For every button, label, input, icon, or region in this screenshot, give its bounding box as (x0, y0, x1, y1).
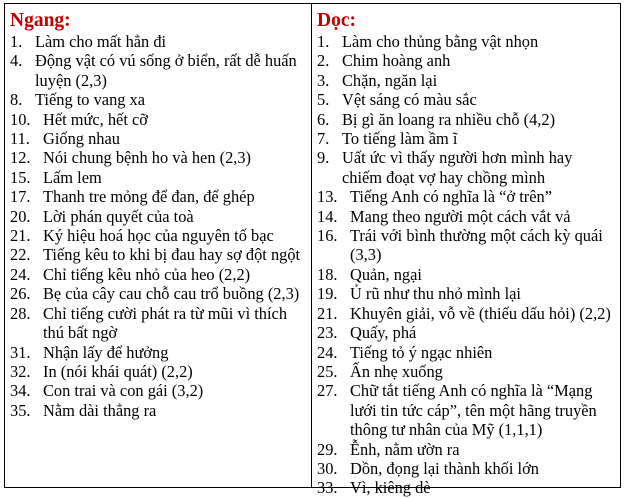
clue-number: 1. (10, 32, 23, 51)
down-clue (317, 284, 614, 303)
clue-text: To tiếng làm ầm ĩ (342, 129, 458, 149)
clue-number: 10. (10, 109, 31, 129)
clue-text: Tiếng Anh có nghĩa là “ở trên” (350, 187, 552, 207)
clue-number: 20. (10, 206, 31, 226)
clue-number: 15. (10, 167, 31, 187)
clue-number: 34. (10, 381, 31, 401)
across-clue (10, 401, 305, 420)
clue-number: 4. (10, 51, 23, 71)
clue-number: 14. (317, 206, 338, 226)
across-heading: Ngang: (10, 10, 71, 31)
clue-text: Vệt sáng có màu sắc (342, 90, 477, 110)
clue-text: In (nói khái quát) (2,2) (43, 361, 193, 381)
down-clue-list (317, 32, 614, 498)
clue-text: Chỉ tiếng cười phát ra từ mũi vì thích thú bất ngờ (43, 303, 288, 343)
clue-text: Lấm lem (43, 167, 102, 187)
down-clue (317, 226, 614, 265)
clue-number: 2. (317, 51, 330, 71)
across-clue (10, 168, 305, 187)
clue-number: 3. (317, 70, 330, 90)
across-clue-list (10, 32, 305, 420)
down-clue (317, 459, 614, 478)
across-clue (10, 148, 305, 167)
clue-text: Trái với bình thường một cách kỳ quái (3,3) (350, 226, 603, 265)
across-column (5, 4, 312, 487)
down-clue (317, 129, 614, 148)
down-clue (317, 265, 614, 284)
clue-text: Quấy, phá (350, 323, 417, 343)
clue-number: 5. (317, 90, 330, 110)
clue-text: Thanh tre mỏng để đan, để ghép (43, 187, 255, 207)
clue-number: 21. (10, 226, 31, 246)
clue-text: Uất ức vì thấy người hơn mình hay chiếm đoạt vợ hay chồng mình (342, 148, 573, 187)
clue-text: Chỉ tiếng kêu nhỏ của heo (2,2) (43, 264, 251, 284)
clue-number: 33. (317, 478, 338, 498)
clue-number: 6. (317, 109, 330, 129)
across-clue (10, 51, 305, 90)
down-clue (317, 207, 614, 226)
clue-text: Giống nhau (43, 129, 120, 149)
down-clue (317, 32, 614, 51)
clue-text: Chữ tắt tiếng Anh có nghĩa là “Mạng lưới tin tức cáp”, tên một hãng truyền thông tư nhân của Mỹ (1,1,1) (350, 381, 597, 440)
clue-text: Dồn, đọng lại thành khối lớn (350, 458, 539, 478)
down-clue (317, 381, 614, 439)
clue-text: Nói chung bệnh ho và hen (2,3) (43, 148, 252, 168)
clue-text: Lời phán quyết của toà (43, 206, 194, 226)
clue-text: Tiếng kêu to khi bị đau hay sợ đột ngột (43, 245, 301, 265)
clue-text: Con trai và con gái (3,2) (43, 381, 204, 401)
clue-text: Động vật có vú sống ở biển, rất dễ huấn luyện (2,3) (35, 51, 297, 90)
clue-text: Chặn, ngăn lại (342, 70, 438, 90)
across-clue (10, 129, 305, 148)
down-clue (317, 51, 614, 70)
clue-number: 16. (317, 226, 338, 246)
clue-text: Bẹ của cây cau chỗ cau trổ buồng (2,3) (43, 284, 300, 304)
clue-number: 18. (317, 264, 338, 284)
across-clue (10, 207, 305, 226)
clue-number: 32. (10, 361, 31, 381)
clue-number: 27. (317, 381, 338, 401)
across-clue (10, 304, 305, 343)
across-clue (10, 90, 305, 109)
clue-number: 26. (10, 284, 31, 304)
clue-number: 19. (317, 284, 338, 304)
clue-text: Tiếng to vang xa (35, 90, 146, 110)
clue-number: 21. (317, 303, 338, 323)
clue-number: 23. (317, 323, 338, 343)
clue-number: 13. (317, 187, 338, 207)
clue-number: 12. (10, 148, 31, 168)
clue-number: 24. (10, 264, 31, 284)
down-clue (317, 187, 614, 206)
across-clue (10, 284, 305, 303)
clue-text: Khuyên giải, vỗ về (thiếu dấu hỏi) (2,2) (350, 303, 611, 323)
down-clue (317, 362, 614, 381)
down-clue (317, 343, 614, 362)
clue-number: 24. (317, 342, 338, 362)
clue-number: 7. (317, 129, 330, 149)
clue-number: 28. (10, 303, 31, 323)
down-clue (317, 71, 614, 90)
clue-number: 11. (10, 129, 30, 149)
crossword-clues-table (4, 3, 621, 498)
clue-text: Ký hiệu hoá học của nguyên tố bạc (43, 226, 274, 246)
clue-number: 8. (10, 90, 23, 110)
down-clue (317, 90, 614, 109)
clue-text: Bị gì ăn loang ra nhiều chỗ (4,2) (342, 109, 556, 129)
across-clue (10, 187, 305, 206)
clue-number: 17. (10, 187, 31, 207)
clue-text: Ủ rũ như thu nhỏ mình lại (350, 284, 521, 304)
clue-text: Vì, kiêng dè (350, 478, 431, 498)
clue-text: Tiếng tỏ ý ngạc nhiên (350, 342, 493, 362)
clue-number: 1. (317, 32, 330, 51)
clue-text: Làm cho thủng bằng vật nhọn (342, 32, 539, 51)
across-clue (10, 343, 305, 362)
clue-text: Nằm dài thẳng ra (43, 400, 157, 420)
clue-text: Ấn nhẹ xuống (350, 361, 443, 381)
across-clue (10, 245, 305, 264)
clue-text: Quản, ngại (350, 264, 422, 284)
down-clue (317, 323, 614, 342)
clue-text: Hết mức, hết cỡ (43, 109, 148, 129)
clue-number: 35. (10, 400, 31, 420)
down-clue (317, 110, 614, 129)
across-clue (10, 110, 305, 129)
clue-text: Mang theo người một cách vắt vả (350, 206, 571, 226)
across-clue (10, 265, 305, 284)
clue-text: Chim hoàng anh (342, 51, 451, 71)
down-heading: Dọc: (317, 10, 356, 31)
clue-number: 29. (317, 439, 338, 459)
clue-text: Làm cho mất hẳn đi (35, 32, 167, 51)
clue-text: Ễnh, nằm ườn ra (350, 439, 460, 459)
down-clue (317, 148, 614, 187)
down-column (312, 4, 620, 498)
across-clue (10, 226, 305, 245)
clue-number: 31. (10, 342, 31, 362)
clue-text: Nhận lấy để hưởng (43, 342, 169, 362)
across-clue (10, 362, 305, 381)
clue-number: 30. (317, 458, 338, 478)
across-clue (10, 32, 305, 51)
clue-number: 9. (317, 148, 330, 168)
across-clue (10, 381, 305, 400)
down-clue (317, 440, 614, 459)
down-clue (317, 304, 614, 323)
clue-number: 25. (317, 361, 338, 381)
clue-number: 22. (10, 245, 31, 265)
down-clue (317, 478, 614, 497)
